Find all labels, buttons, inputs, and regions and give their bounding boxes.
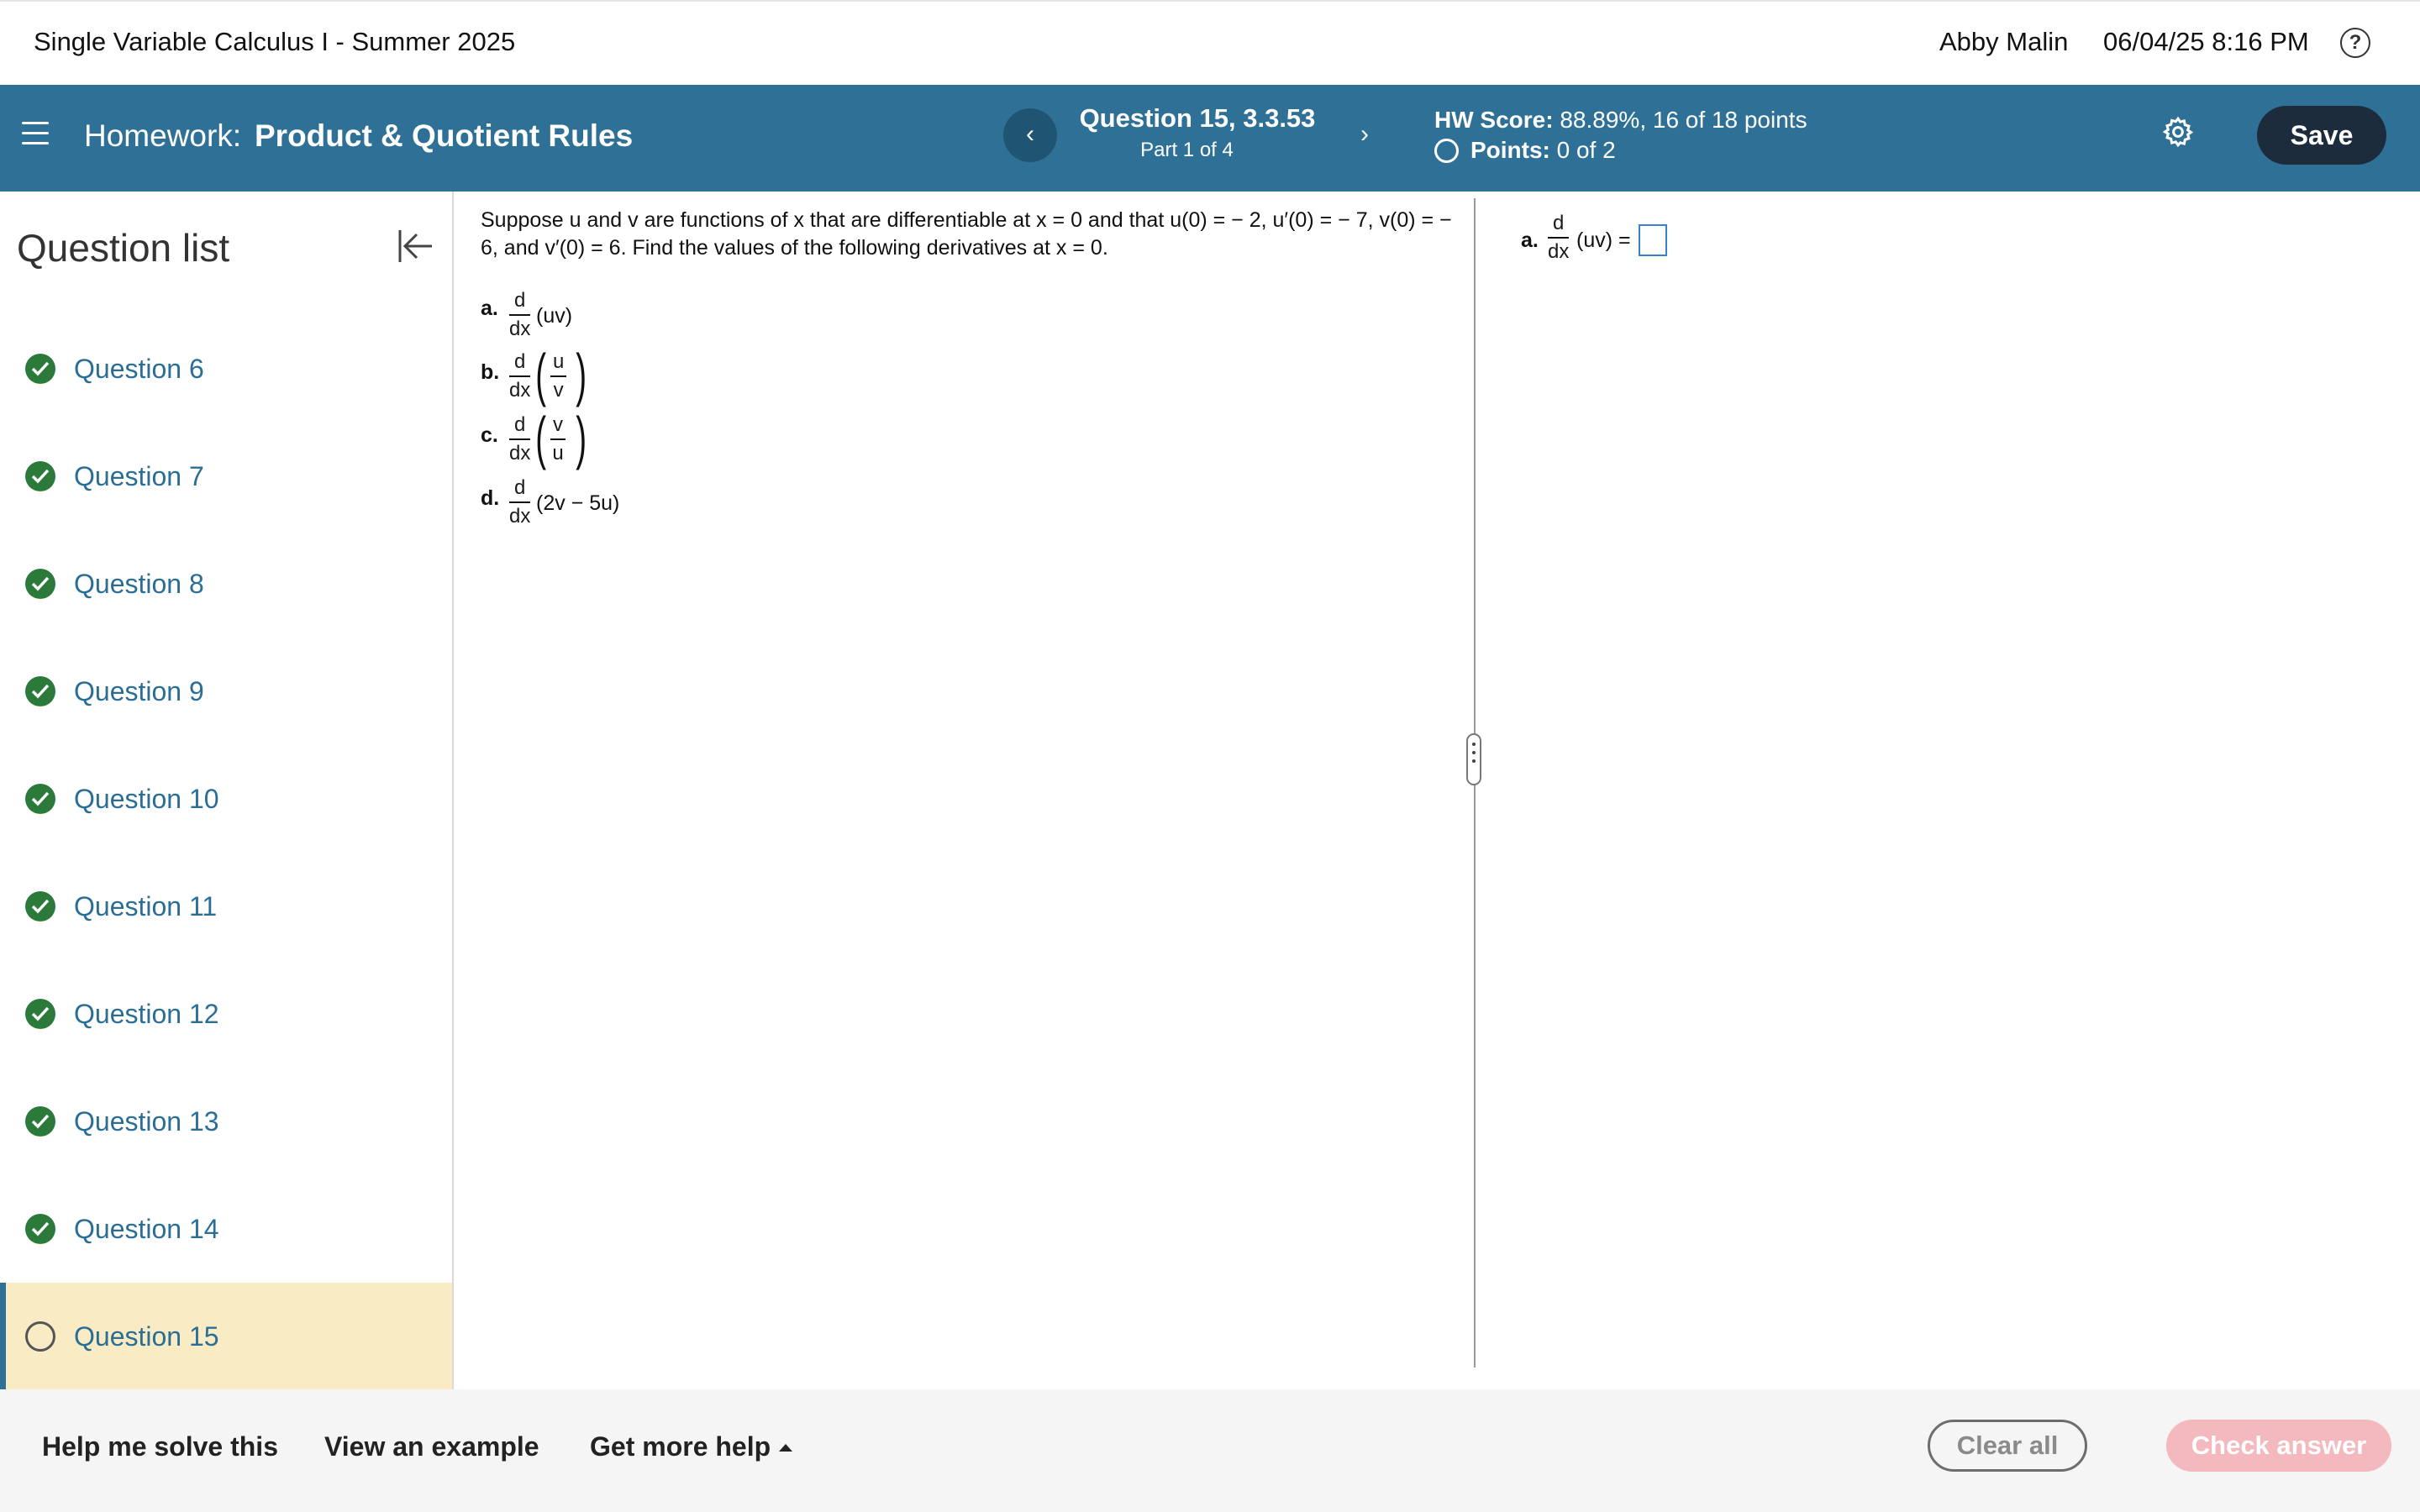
fraction-denominator: u [552,442,564,465]
fraction-bar [1548,237,1569,239]
homework-label: Homework: [84,118,242,153]
completed-check-icon [25,1214,55,1244]
question-list-item[interactable] [0,530,452,638]
fraction-denominator: dx [1548,240,1570,263]
homework-navbar [0,85,2420,192]
left-paren: ( [535,342,547,407]
derivative-operator [1548,212,1569,264]
answer-part-label: a. [1521,228,1539,252]
get-more-help-label: Get more help [590,1431,771,1462]
question-text: Suppose u and v are functions of x that are differentiable at x = 0 and that u(0) = − 2, u′(0) = − 7, v(0) = − 6, and v′(0) = 6. Find the values of the following derivatives at x = 0. [481,208,1452,260]
completed-check-icon [25,461,55,491]
derivative-operator [509,289,530,341]
part-b-label: b. [481,360,500,384]
fraction-numerator: d [514,413,526,436]
right-paren: ) [576,342,587,407]
completed-check-icon [25,1106,55,1137]
right-paren: ) [576,405,587,470]
fraction-bar [550,438,566,440]
question-title: Question 15, 3.3.53 [1079,103,1316,133]
question-list-item-label: Question 6 [74,354,204,384]
question-list-item[interactable] [0,745,452,853]
question-list-item[interactable] [0,315,452,423]
question-list-item-label: Question 13 [74,1106,219,1137]
points [1434,137,1616,164]
hw-score-label: HW Score: [1434,107,1554,133]
left-paren: ( [535,405,547,470]
question-list-item[interactable] [0,853,452,960]
part-c-label: c. [481,423,498,447]
fraction-bar [509,314,530,316]
next-question-button[interactable]: › [1338,108,1392,162]
part-a-expression: (uv) [536,304,573,328]
settings-gear-icon[interactable] [2161,115,2195,149]
question-part: Part 1 of 4 [1140,139,1234,161]
view-example-button[interactable]: View an example [324,1431,539,1462]
get-more-help-button[interactable] [590,1431,792,1462]
answer-pane [1477,192,2420,1368]
fraction-denominator: dx [509,505,531,528]
question-list-item[interactable] [0,960,452,1068]
completed-check-icon [25,569,55,599]
part-a-label: a. [481,297,498,320]
save-button[interactable]: Save [2257,106,2386,165]
completed-check-icon [25,676,55,706]
hw-score-value: 88.89%, 16 of 18 points [1560,107,1807,133]
quotient-u-over-v [550,350,566,402]
question-pane [455,192,1472,1368]
question-list-item[interactable] [0,1175,452,1283]
answer-expression: (uv) = [1576,228,1631,252]
top-header [0,0,2420,85]
question-list-sidebar [0,192,454,1389]
question-list-item-label: Question 7 [74,461,204,491]
help-icon[interactable]: ? [2340,28,2370,58]
question-list-item-label: Question 8 [74,569,204,599]
question-list-item-label: Question 15 [74,1321,219,1352]
caret-up-icon [779,1444,792,1452]
fraction-bar [509,501,530,503]
clear-all-button[interactable]: Clear all [1928,1420,2087,1472]
completed-check-icon [25,354,55,384]
question-list-item-label: Question 9 [74,676,204,706]
fraction-bar [509,375,530,377]
derivative-operator [509,413,530,465]
bottom-action-bar [0,1389,2420,1512]
fraction-numerator: v [553,413,563,436]
fraction-numerator: d [514,289,526,312]
completed-check-icon [25,999,55,1029]
check-answer-button[interactable]: Check answer [2166,1420,2391,1472]
question-list-item-label: Question 10 [74,784,219,814]
fraction-denominator: v [553,379,564,402]
fraction-denominator: dx [509,318,531,340]
question-list-item-label: Question 11 [74,891,218,921]
fraction-numerator: d [514,476,526,499]
collapse-sidebar-icon[interactable] [395,227,435,265]
homework-title: Product & Quotient Rules [255,118,634,153]
question-list-item[interactable] [0,1068,452,1175]
quotient-v-over-u [550,413,566,465]
derivative-operator [509,350,530,402]
fraction-denominator: dx [509,442,531,465]
derivative-operator [509,476,530,528]
points-status-icon [1434,139,1459,163]
user-name: Abby Malin [1939,27,2069,56]
fraction-numerator: u [553,350,565,373]
incomplete-circle-icon [25,1321,55,1352]
fraction-denominator: dx [509,379,531,402]
menu-icon[interactable] [22,122,49,145]
part-d-expression: (2v − 5u) [536,491,620,515]
question-list-item[interactable] [0,423,452,530]
answer-input-box[interactable] [1639,224,1667,256]
question-list-item-current[interactable] [0,1283,452,1390]
hw-score [1434,107,1807,134]
course-title: Single Variable Calculus I - Summer 2025 [34,27,516,56]
fraction-numerator: d [1553,212,1565,234]
fraction-bar [509,438,530,440]
help-me-solve-button[interactable]: Help me solve this [42,1431,278,1462]
completed-check-icon [25,784,55,814]
question-list-title: Question list [17,226,230,270]
question-list-item-label: Question 12 [74,999,219,1029]
points-value: 0 of 2 [1556,137,1616,163]
previous-question-button[interactable]: ‹ [1003,108,1057,162]
fraction-numerator: d [514,350,526,373]
fraction-bar [550,375,566,377]
points-label: Points: [1470,137,1550,163]
question-list-item[interactable] [0,638,452,745]
part-d-label: d. [481,486,500,510]
completed-check-icon [25,891,55,921]
datetime: 06/04/25 8:16 PM [2103,27,2309,56]
question-list-item-label: Question 14 [74,1214,219,1244]
